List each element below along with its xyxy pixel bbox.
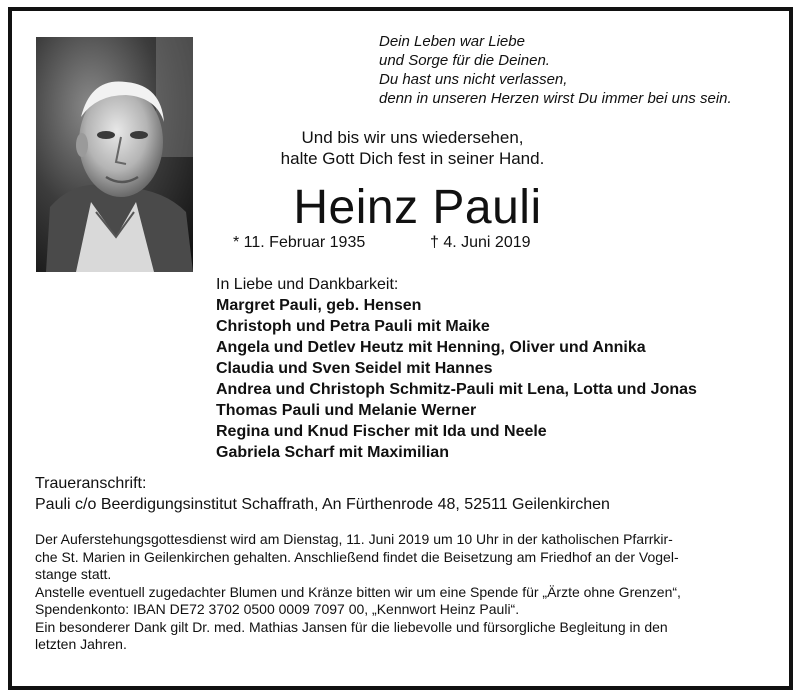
address-label: Traueranschrift: (35, 475, 147, 492)
birth-date: * 11. Februar 1935 (233, 234, 366, 251)
quote-line: Und bis wir uns wiedersehen, (301, 128, 524, 147)
poem-line: Du hast uns nicht verlassen, (379, 71, 568, 88)
notes-line: che St. Marien in Geilenkirchen gehalten. Anschließend findet die Beisetzung am Friedhof an der Vogel- (35, 548, 679, 565)
mourning-address (35, 473, 610, 515)
mourner-name: Angela und Detlev Heutz mit Henning, Oliver und Annika (216, 339, 646, 356)
notes-line: Ein besonderer Dank gilt Dr. med. Mathias Jansen für die liebevolle und fürsorgliche Begleitung in den (35, 618, 668, 635)
mourner-name: Andrea und Christoph Schmitz-Pauli mit Lena, Lotta und Jonas (216, 381, 697, 398)
mourner-name: Gabriela Scharf mit Maximilian (216, 444, 449, 461)
poem-line: denn in unseren Herzen wirst Du immer bei uns sein. (379, 90, 732, 107)
quote-line: halte Gott Dich fest in seiner Hand. (280, 149, 545, 168)
notes-line: stange statt. (35, 566, 112, 582)
notes-line: Der Auferstehungsgottesdienst wird am Dienstag, 11. Juni 2019 um 10 Uhr in der katholischen Pfarrkir- (35, 531, 673, 547)
mourner-name: Margret Pauli, geb. Hensen (216, 297, 422, 314)
portrait-photo (36, 37, 193, 272)
notes-line: letzten Jahren. (35, 636, 127, 652)
portrait-image (36, 37, 193, 272)
mourner-name: Claudia und Sven Seidel mit Hannes (216, 360, 493, 377)
poem-line: Dein Leben war Liebe (379, 33, 525, 50)
poem-line: und Sorge für die Deinen. (379, 52, 550, 69)
service-notes (35, 531, 765, 654)
poem (379, 32, 732, 108)
mourners-list (216, 274, 697, 463)
mourners-intro: In Liebe und Dankbarkeit: (216, 276, 399, 293)
mourner-name: Regina und Knud Fischer mit Ida und Neele (216, 423, 547, 440)
mourner-name: Christoph und Petra Pauli mit Maike (216, 318, 490, 335)
mourner-name: Thomas Pauli und Melanie Werner (216, 402, 477, 419)
deceased-name: Heinz Pauli (293, 181, 542, 234)
notes-line: Anstelle eventuell zugedachter Blumen und Kränze bitten wir um eine Spende für „Ärzte ohne Grenzen“, (35, 583, 681, 600)
death-date: † 4. Juni 2019 (430, 234, 531, 251)
address-value: Pauli c/o Beerdigungsinstitut Schaffrath, An Fürthenrode 48, 52511 Geilenkirchen (35, 496, 610, 513)
farewell-quote (220, 127, 605, 169)
notes-line: Spendenkonto: IBAN DE72 3702 0500 0009 7097 00, „Kennwort Heinz Pauli“. (35, 601, 520, 617)
